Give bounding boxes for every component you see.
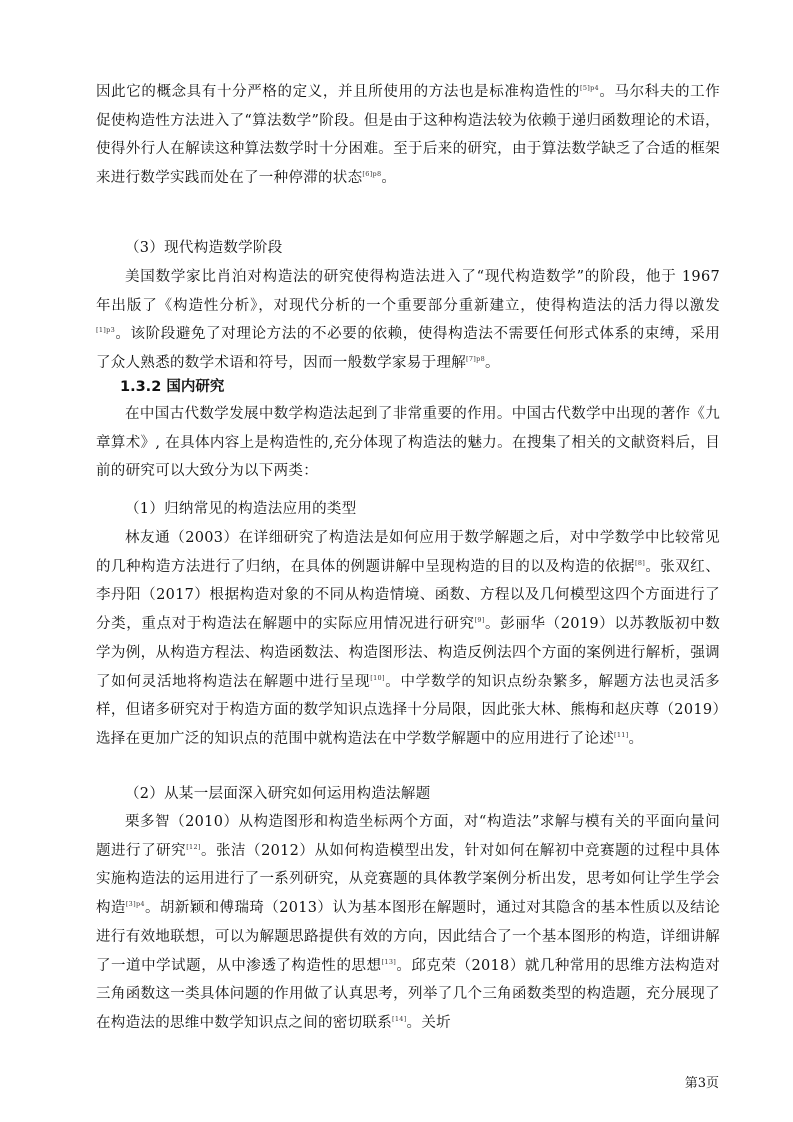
- paragraph: [96, 263, 720, 378]
- citation-superscript: [10]: [370, 673, 385, 682]
- citation-superscript: [6]p8: [362, 170, 382, 179]
- paragraph: [96, 808, 720, 1038]
- paragraph-text: 在中国古代数学发展中数学构造法起到了非常重要的作用。中国古代数学中出现的著作《九章算术》, 在具体内容上是构造性的,充分体现了构造法的魅力。在搜集了相关的文献资料后，目前的研究可以大致分为以下两类：: [96, 406, 720, 480]
- citation-superscript: [1]p3: [96, 326, 116, 335]
- paragraph: [96, 400, 720, 486]
- paragraph-text: （2）从某一层面深入研究如何运用构造法解题: [125, 786, 431, 802]
- paragraph-text: 。: [628, 730, 644, 747]
- citation-superscript: [11]: [614, 731, 629, 740]
- subheading: [96, 780, 720, 809]
- paragraph-text: 栗多智（2010）从构造图形和构造坐标两个方面，对“构造法”求解与模有关的平面向量问题进行了研究: [96, 814, 720, 859]
- subheading: [96, 495, 720, 524]
- paragraph-text: 。该阶段避免了对理论方法的不必要的依赖，使得构造法不需要任何形式体系的束缚，采用了众人熟悉的数学术语和符号，因而一般数学家易于理解: [96, 326, 720, 372]
- paragraph-text: 。: [485, 355, 500, 372]
- paragraph-text: 。张双红、李丹阳（2017）根据构造对象的不同从构造情境、函数、方程以及几何模型这四个方面进行了分类，重点对于构造法在解题中的实际应用情况进行研究: [96, 558, 721, 633]
- paragraph-text: 因此它的概念具有十分严格的定义，并且所使用的方法也是标准构造性的: [96, 84, 580, 100]
- citation-superscript: [7]p8: [466, 355, 486, 364]
- paragraph-text: 。中学数学的知识点纷杂繁多，解题方法也灵活多样，但诸多研究对于构造方面的数学知识点选择十分局限，因此张大林、熊梅和赵庆尊（2019）选择在更加广泛的知识点的范围中就构造法在中学数学解题中的应用进行了论述: [96, 673, 720, 747]
- paragraph-text: 。马尔科夫的工作促使构造性方法进入了“算法数学”阶段。但是由于这种构造法较为依赖于递归函数理论的术语，使得外行人在解读这种算法数学时十分困难。至于后来的研究，由于算法数学缺乏了合适的框架来进行数学实践而处在了一种停滞的状态: [96, 84, 720, 187]
- citation-superscript: [8]: [635, 558, 646, 567]
- page-number: 第3页: [684, 1076, 719, 1091]
- paragraph-text: 林友通（2003）在详细研究了构造法是如何应用于数学解题之后，对中学数学中比较常见的几种构造方法进行了归纳，在具体的例题讲解中呈现构造的目的以及构造的依据: [96, 530, 720, 575]
- citation-superscript: [13]: [381, 957, 397, 966]
- paragraph-text: 。彭丽华（2019）以苏教版初中数学为例，从构造方程法、构造函数法、构造图形法、构造反例法四个方面的案例进行解析，强调了如何灵活地将构造法在解题中进行呈现: [96, 616, 721, 690]
- paragraph-text: 。胡新颖和傅瑞琦（2013）认为基本图形在解题时，通过对其隐含的基本性质以及结论进行有效地联想，可以为解题思路提供有效的方向，因此结合了一个基本图形的构造，详细讲解了一道中学试题，从中渗透了构造性的思想: [96, 900, 720, 974]
- paragraph: [96, 78, 720, 193]
- paragraph-text: 。: [381, 170, 397, 187]
- paragraph-text: （1）归纳常见的构造法应用的类型: [125, 501, 357, 517]
- paragraph: [96, 524, 720, 754]
- citation-superscript: [14]: [392, 1015, 407, 1024]
- citation-superscript: [9]: [474, 616, 485, 625]
- paragraph-text: 。关圻: [406, 1014, 451, 1031]
- citation-superscript: [12]: [186, 842, 201, 851]
- subheading: [96, 234, 720, 263]
- paragraph-text: 1.3.2 国内研究: [120, 379, 225, 395]
- section-heading: [120, 375, 224, 396]
- paragraph-text: 。张洁（2012）从如何构造模型出发，针对如何在解初中竞赛题的过程中具体实施构造法的运用进行了一系列研究，从竞赛题的具体教学案例分析出发，思考如何让学生学会构造: [96, 842, 720, 917]
- paragraph-text: 美国数学家比肖泊对构造法的研究使得构造法进入了“现代构造数学”的阶段，他于 1967 年出版了《构造性分析》，对现代分析的一个重要部分重新建立，使得构造法的活力得以激发: [96, 269, 720, 314]
- paragraph-text: 。邱克荣（2018）就几种常用的思维方法构造对三角函数这一类具体问题的作用做了认真思考，列举了几个三角函数类型的构造题，充分展现了在构造法的思维中数学知识点之间的密切联系: [96, 957, 720, 1031]
- citation-superscript: [3]p4: [125, 900, 145, 909]
- citation-superscript: [5]p4: [579, 84, 599, 93]
- paragraph-text: （3）现代构造数学阶段: [125, 240, 283, 256]
